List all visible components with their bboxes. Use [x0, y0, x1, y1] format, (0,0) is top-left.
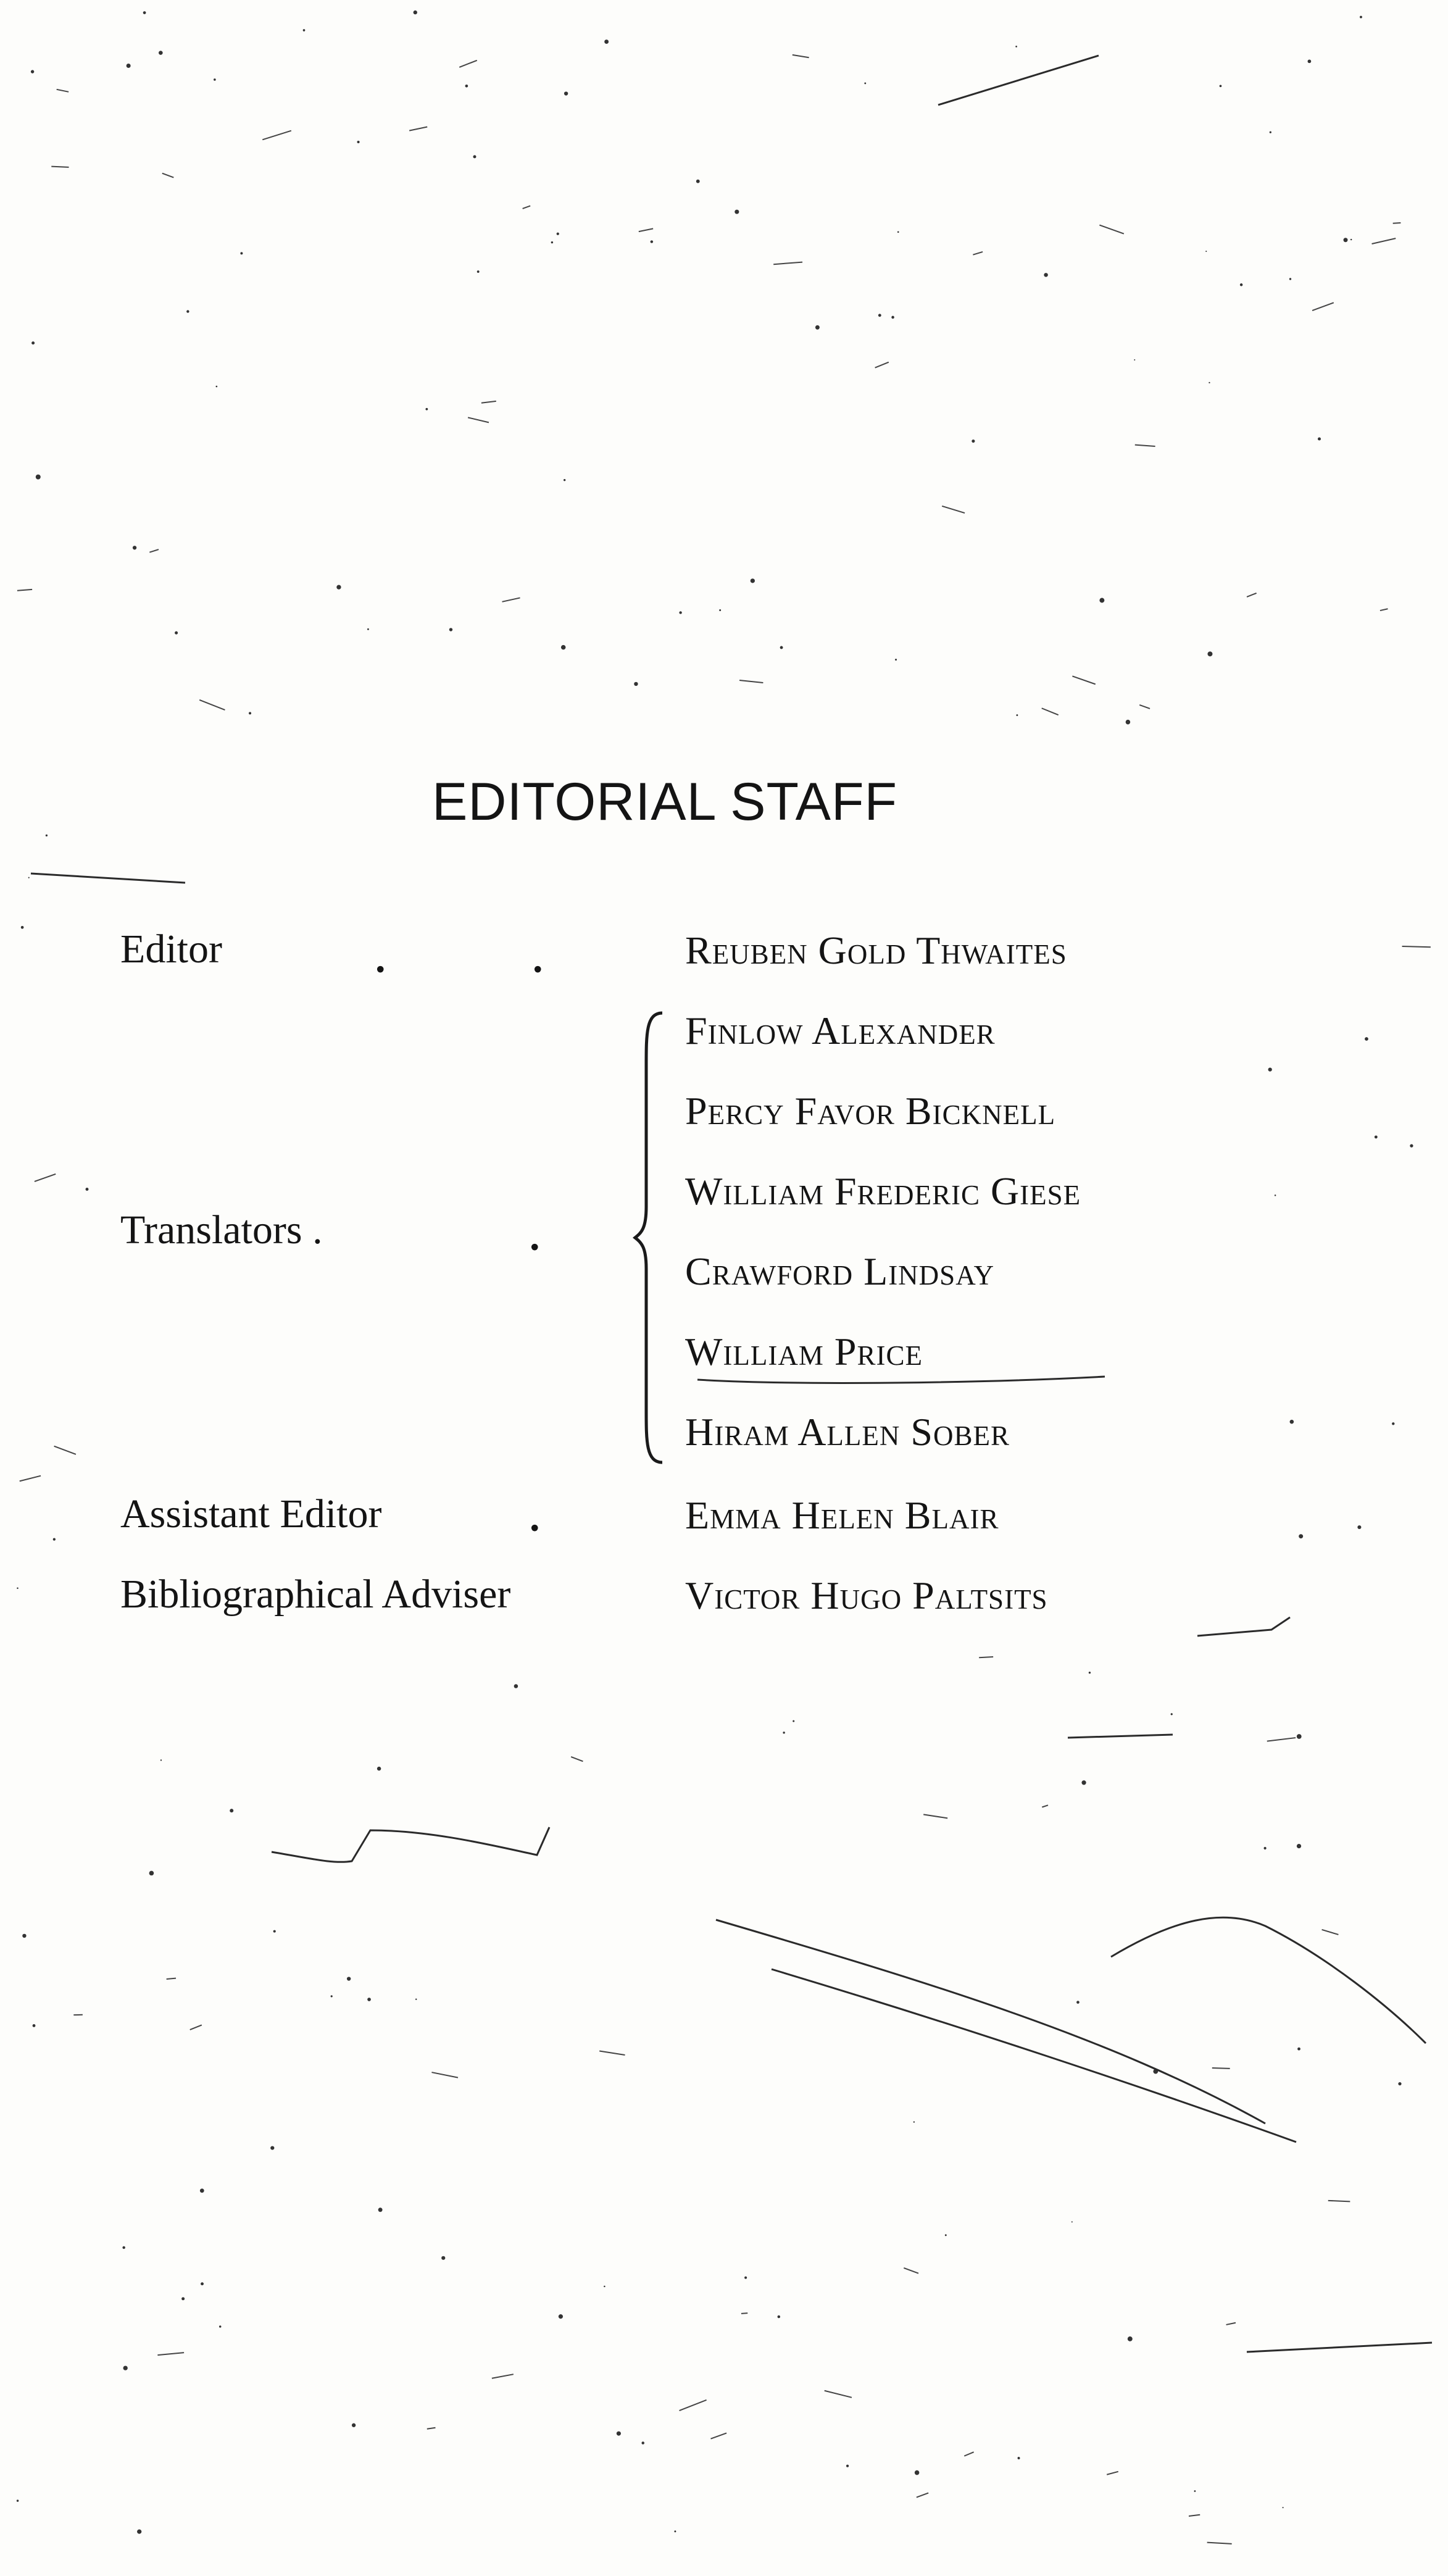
- speck: [425, 408, 428, 411]
- speck: [367, 628, 369, 630]
- speck: [744, 2277, 747, 2279]
- scratch: [904, 2268, 918, 2274]
- speck: [21, 926, 24, 929]
- speck: [564, 91, 568, 95]
- page-title: EDITORIAL STAFF: [432, 772, 898, 832]
- role-bibliographical-adviser: Bibliographical Adviser: [120, 1572, 511, 1617]
- speck: [1044, 273, 1048, 277]
- scratch: [773, 262, 802, 265]
- speck: [1240, 283, 1243, 286]
- speck: [1290, 1420, 1294, 1424]
- role-assistant-editor: Assistant Editor: [120, 1491, 382, 1536]
- speck: [214, 78, 216, 81]
- speck: [1099, 598, 1104, 603]
- speck: [86, 1188, 89, 1191]
- speck: [780, 646, 783, 649]
- speck: [1318, 437, 1321, 440]
- speck: [1297, 1844, 1301, 1848]
- translator-name: Crawford Lindsay: [685, 1249, 995, 1293]
- speck: [1153, 2069, 1158, 2074]
- speck: [897, 231, 899, 233]
- scratch: [973, 252, 983, 255]
- speck: [230, 1809, 233, 1812]
- scratch: [1402, 946, 1431, 947]
- scratch: [739, 680, 763, 683]
- speck: [1220, 85, 1222, 87]
- speck: [175, 631, 178, 635]
- translator-name: William Price: [685, 1330, 923, 1373]
- scratch: [964, 2452, 973, 2456]
- leader-dot: .: [528, 1201, 542, 1262]
- scratch: [468, 417, 489, 422]
- speck: [137, 2530, 141, 2534]
- scratch: [1135, 445, 1155, 446]
- speck: [561, 645, 566, 650]
- speck: [557, 233, 559, 235]
- scratch: [711, 2433, 727, 2438]
- scratch: [31, 873, 185, 883]
- speck: [477, 270, 480, 273]
- scratch: [157, 2353, 184, 2355]
- role-editor: Editor: [120, 927, 222, 972]
- speck: [864, 82, 866, 84]
- speck: [160, 1759, 162, 1761]
- speck: [159, 51, 163, 55]
- speck: [1076, 2001, 1080, 2004]
- scratch: [1328, 2201, 1350, 2202]
- scratch: [1380, 609, 1388, 611]
- translators-brace: [633, 1009, 670, 1466]
- scratch: [1197, 1617, 1290, 1636]
- scratch: [57, 90, 69, 92]
- leader-dot: .: [531, 923, 545, 984]
- scratch: [1139, 705, 1150, 709]
- scratch: [1226, 2323, 1236, 2325]
- speck: [617, 2432, 621, 2436]
- speck: [17, 2499, 19, 2501]
- scratch: [1267, 1738, 1296, 1741]
- speck: [181, 2297, 185, 2300]
- speck: [891, 316, 894, 319]
- speck: [1299, 1534, 1303, 1538]
- speck: [1081, 1780, 1086, 1785]
- leader-dot: .: [373, 923, 388, 984]
- scratch: [793, 55, 809, 57]
- scratch: [1042, 1805, 1048, 1807]
- speck: [815, 325, 820, 330]
- speck: [143, 11, 146, 14]
- scratch: [502, 598, 520, 601]
- speck: [33, 2024, 36, 2027]
- speck: [240, 252, 243, 254]
- speck: [17, 1587, 19, 1589]
- scratch: [1212, 2068, 1230, 2069]
- scratch: [1068, 1735, 1173, 1738]
- speck: [465, 85, 468, 88]
- speck: [22, 1934, 26, 1938]
- speck: [331, 1995, 333, 1997]
- speck: [1297, 1734, 1302, 1739]
- scratch: [190, 2025, 202, 2030]
- speck: [514, 1684, 518, 1688]
- speck: [551, 241, 553, 243]
- speck: [1207, 651, 1212, 656]
- speck: [1071, 2221, 1073, 2222]
- scratch: [523, 206, 531, 209]
- scratch: [1107, 2472, 1118, 2475]
- scratch: [167, 1978, 176, 1979]
- speck: [473, 155, 476, 158]
- scratch: [1322, 1930, 1339, 1935]
- speck: [122, 2246, 125, 2249]
- speck: [1128, 2336, 1133, 2341]
- speck: [273, 1930, 276, 1933]
- scratch: [917, 2493, 928, 2497]
- speck: [31, 341, 35, 344]
- speck: [249, 712, 251, 714]
- speck: [719, 609, 721, 611]
- scratch: [697, 1377, 1105, 1383]
- speck: [1270, 131, 1271, 133]
- speck: [674, 2530, 676, 2532]
- speck: [1398, 2082, 1401, 2085]
- scratch: [1189, 2515, 1200, 2516]
- scratch: [938, 56, 1099, 105]
- speck: [1134, 359, 1135, 361]
- scratch: [431, 2072, 458, 2078]
- speck: [414, 10, 417, 14]
- scratch: [1207, 2543, 1232, 2544]
- speck: [651, 240, 653, 243]
- speck: [53, 1538, 56, 1540]
- speck: [1410, 1144, 1413, 1147]
- speck: [783, 1732, 784, 1733]
- speck: [216, 386, 218, 388]
- scratch: [1072, 676, 1095, 684]
- scratch: [1372, 238, 1396, 244]
- speck: [1126, 720, 1131, 725]
- speck: [347, 1977, 351, 1980]
- speck: [149, 1871, 154, 1876]
- scratch: [17, 590, 32, 591]
- role-translators: Translators .: [120, 1207, 323, 1253]
- scratch: [772, 1969, 1296, 2142]
- speck: [913, 2121, 915, 2122]
- speck: [1263, 1847, 1266, 1849]
- scratch: [199, 700, 225, 710]
- scratch: [825, 2391, 852, 2398]
- speck: [559, 2314, 563, 2319]
- scratch: [716, 1920, 1265, 2124]
- translator-name: Percy Favor Bicknell: [685, 1089, 1056, 1133]
- speck: [1344, 238, 1348, 242]
- speck: [1297, 2048, 1300, 2051]
- scratch: [599, 2051, 625, 2055]
- speck: [945, 2234, 947, 2236]
- speck: [1357, 1525, 1361, 1529]
- scratch: [571, 1757, 583, 1761]
- speck: [133, 546, 136, 549]
- scratch: [923, 1814, 947, 1818]
- speck: [123, 2366, 128, 2370]
- speck: [915, 2470, 920, 2475]
- speck: [696, 180, 700, 183]
- scratch: [481, 401, 496, 403]
- scratch: [1111, 1917, 1426, 2043]
- speck: [1375, 1135, 1378, 1138]
- speck: [1275, 1194, 1276, 1196]
- speck: [377, 1767, 381, 1770]
- speck: [186, 310, 189, 312]
- speck: [1089, 1672, 1091, 1674]
- speck: [1283, 2507, 1284, 2508]
- speck: [895, 659, 897, 661]
- speck: [127, 64, 131, 68]
- scratch: [875, 362, 889, 368]
- translator-name: William Frederic Giese: [685, 1169, 1081, 1213]
- translator-name: Finlow Alexander: [685, 1009, 996, 1052]
- speck: [270, 2146, 274, 2149]
- scratch: [272, 1827, 549, 1862]
- speck: [878, 314, 881, 317]
- speck: [449, 628, 452, 631]
- scratch: [162, 173, 174, 178]
- scratch: [1247, 2343, 1432, 2352]
- speck: [415, 1999, 417, 2000]
- speck: [1360, 16, 1362, 19]
- speck: [219, 2325, 221, 2327]
- scratch: [54, 1446, 76, 1454]
- speck: [846, 2465, 849, 2467]
- speck: [1209, 382, 1210, 383]
- scratch: [409, 127, 427, 130]
- scratch: [741, 2313, 747, 2314]
- speck: [972, 440, 975, 443]
- scratch: [492, 2374, 514, 2378]
- scratch: [35, 1174, 56, 1182]
- speck: [36, 475, 41, 480]
- speck: [564, 479, 565, 481]
- scratch: [20, 1476, 41, 1482]
- speck: [604, 40, 609, 44]
- speck: [31, 70, 34, 73]
- translator-name: Hiram Allen Sober: [685, 1410, 1010, 1454]
- scratch: [680, 2400, 707, 2411]
- speck: [1018, 2457, 1020, 2459]
- scratch: [942, 506, 965, 513]
- speck: [1308, 59, 1312, 63]
- speck: [441, 2256, 445, 2260]
- bibliographical-adviser-name: Victor Hugo Paltsits: [685, 1574, 1048, 1617]
- speck: [352, 2424, 356, 2427]
- speck: [1205, 251, 1207, 252]
- speck: [679, 611, 681, 614]
- scratch: [1099, 225, 1123, 234]
- scratch: [427, 2428, 436, 2429]
- speck: [1171, 1713, 1173, 1715]
- speck: [378, 2207, 383, 2212]
- speck: [336, 585, 341, 590]
- speck: [793, 1720, 794, 1722]
- speck: [734, 210, 739, 214]
- speck: [1194, 2490, 1196, 2492]
- speck: [1289, 278, 1291, 280]
- leader-dot: .: [528, 1482, 542, 1543]
- scratch: [639, 228, 653, 231]
- speck: [1350, 239, 1352, 240]
- speck: [604, 2286, 605, 2288]
- speck: [778, 2315, 781, 2319]
- speck: [634, 682, 638, 686]
- scratch: [459, 60, 476, 67]
- scratch: [1247, 593, 1257, 597]
- speck: [357, 141, 360, 143]
- scratch: [1042, 708, 1059, 715]
- speck: [367, 1998, 371, 2001]
- speck: [1268, 1068, 1272, 1072]
- speck: [1015, 46, 1017, 48]
- speck: [751, 578, 755, 583]
- speck: [1365, 1037, 1368, 1041]
- speck: [201, 2282, 204, 2285]
- speck: [303, 29, 306, 31]
- scratch: [262, 131, 291, 140]
- scratch: [1312, 302, 1334, 311]
- speck: [46, 835, 48, 836]
- scratch: [149, 549, 159, 552]
- editor-name: Reuben Gold Thwaites: [685, 928, 1067, 972]
- speck: [200, 2188, 204, 2193]
- speck: [641, 2441, 644, 2445]
- speck: [1392, 1422, 1394, 1425]
- speck: [1016, 714, 1018, 716]
- speck: [28, 877, 30, 878]
- assistant-editor-name: Emma Helen Blair: [685, 1493, 999, 1537]
